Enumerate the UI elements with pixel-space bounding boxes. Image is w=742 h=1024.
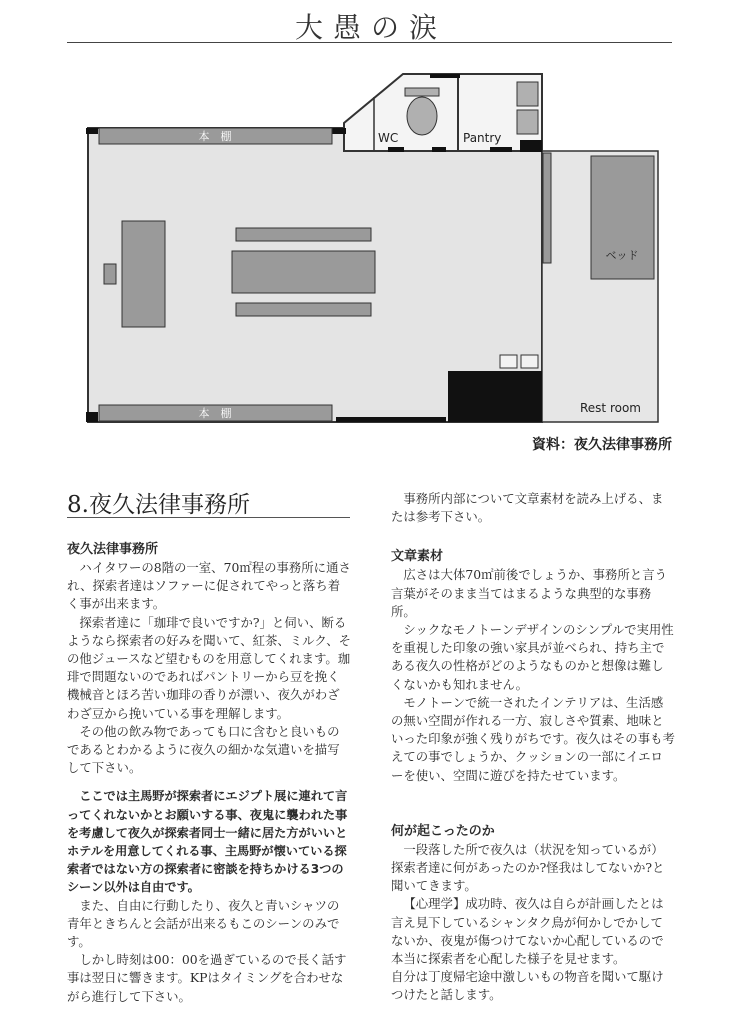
office-walls: [88, 74, 658, 422]
wall-corner: [430, 74, 460, 78]
wc-label: WC: [378, 131, 399, 145]
small-box: [521, 355, 538, 368]
wall-corner: [336, 417, 446, 422]
right-intro: 事務所内部について文章素材を読み上げる、または参考下さい。: [391, 491, 664, 525]
right-paragraph-5: 【心理学】成功時、夜久は自らが計画したとは言え見下しているシャンタク鳥が何かしでかしてないか、夜鬼が傷つけてないか心配しているので本当に探索者を心配した様子を見せます。: [391, 896, 664, 967]
bookshelf-top-label: 本 棚: [198, 130, 232, 143]
right-paragraph-1: 広さは大体70㎡前後でしょうか、事務所と言う言葉がそのまま当てはまるような典型的な事務所。: [391, 567, 667, 619]
wall-corner: [520, 140, 542, 152]
section-divider: [67, 517, 350, 518]
floor-plan: [0, 0, 742, 440]
right-paragraph-3: モノトーンで統一されたインテリアは、生活感の無い空間が作れる一方、寂しさや質素、地味といった印象が強く残りがちです。夜久はその事も考えての事でしょうか、クッションの一部にイエローを使い、空間に遊びを持たせています。: [391, 694, 675, 783]
pantry-label: Pantry: [463, 131, 502, 145]
desk: [122, 221, 165, 327]
toilet-tank: [405, 88, 439, 96]
left-column: [67, 541, 351, 1006]
desk-chair: [104, 264, 116, 284]
rest-room-door: [543, 153, 551, 263]
section-title: 8.夜久法律事務所: [67, 492, 250, 518]
left-paragraph-5: また、自由に行動したり、夜久と青いシャツの青年ときちんと会話が出来るもこのシーンのみです。: [67, 897, 340, 950]
coffee-table: [232, 251, 375, 293]
left-heading: 夜久法律事務所: [67, 542, 159, 557]
right-heading-2: 何が起こったのか: [391, 823, 495, 839]
bookshelf-bottom-label: 本 棚: [198, 407, 232, 420]
bed-label: ベッド: [605, 249, 639, 262]
wall-corner: [86, 128, 98, 134]
dark-floor-block: [448, 371, 542, 422]
left-paragraph-6: しかし時刻は00：00を過ぎているので長く話す事は翌日に響きます。KPはタイミングを合わせながら進行して下さい。: [67, 952, 347, 1004]
pantry-cabinet: [517, 82, 538, 106]
right-heading-1: 文章素材: [391, 549, 444, 565]
left-paragraph-4: ここでは主馬野が探索者にエジプト展に連れて言ってくれないかとお願いする事、夜鬼に襲われた事を考慮して夜久が探索者同士一緒に居た方がいいとホテルを用意してくれる事、主馬野が懐いている探索者ではない方の探索者に密談を持ちかける3つのシーン以外は自由です。: [67, 789, 348, 895]
floor-plan-caption: 資料：夜久法律事務所: [532, 437, 672, 453]
pantry-cabinet: [517, 110, 538, 134]
wall-corner: [388, 147, 404, 152]
restroom-label: Rest room: [580, 401, 641, 415]
sofa-top: [236, 228, 371, 241]
left-paragraph-3: その他の飲み物であっても口に含むと良いものであるとわかるように夜久の細かな気遣いを描写して下さい。: [67, 723, 340, 776]
right-paragraph-2: シックなモノトーンデザインのシンプルで実用性を重視した印象の強い家具が並べられ、持ち主である夜久の性格がどのようなものかと想像は難しくないかも知れません。: [391, 622, 674, 692]
right-paragraph-6: 自分は丁度帰宅途中激しいもの物音を聞いて駆けつけたと話します。: [391, 969, 664, 1003]
sofa-bottom: [236, 303, 371, 316]
page-title: 大愚の涙: [294, 11, 447, 44]
wall-corner: [490, 147, 512, 152]
wall-corner: [332, 128, 346, 134]
right-column: [391, 490, 675, 1005]
small-box: [500, 355, 517, 368]
left-paragraph-2: 探索者達に「珈琲で良いですか?」と伺い、断るようなら探索者の好みを聞いて、紅茶、ミルク、その他ジュースなど望むものを用意してくれます。珈琲で問題ないのであればパントリーから豆を挽く機械音とほろ苦い珈琲の香りが漂い、夜久がわざわざ豆から挽いている事を理解します。: [67, 614, 351, 721]
left-paragraph-1: ハイタワーの8階の一室、70㎡程の事務所に通され、探索者達はソファーに促されてやっと落ち着く事が出来ます。: [67, 560, 351, 612]
toilet-bowl: [407, 97, 437, 135]
wall-corner: [86, 412, 98, 422]
wall-corner: [432, 147, 446, 152]
right-paragraph-4: 一段落した所で夜久は（状況を知っているが）探索者達に何があったのか?怪我はしてないか?と聞いてきます。: [391, 841, 665, 894]
